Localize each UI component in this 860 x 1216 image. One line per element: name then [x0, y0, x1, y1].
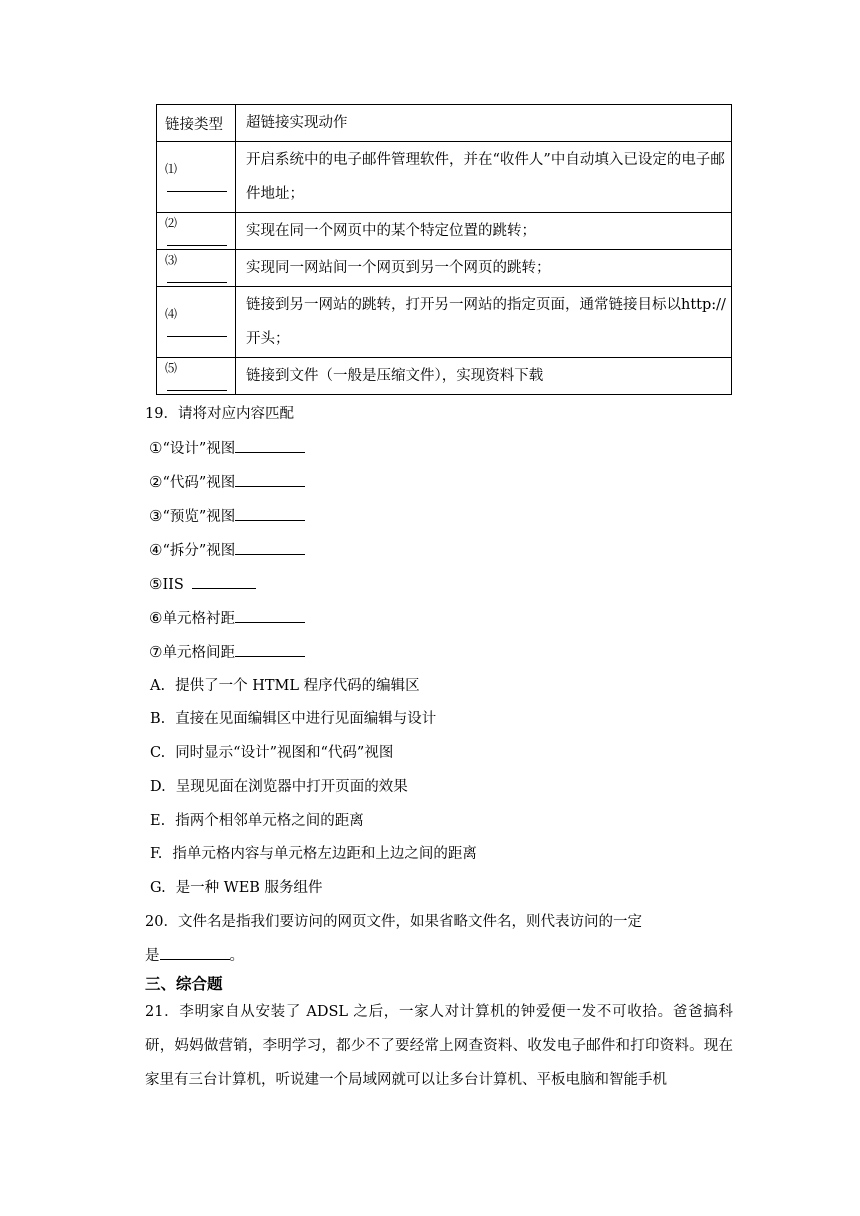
answer-blank[interactable]	[235, 607, 305, 623]
match-item: ⑤IIS	[149, 573, 256, 596]
row-label-cell: ⑴	[157, 142, 236, 213]
answer-blank[interactable]	[167, 231, 227, 246]
row-action-cell: 开启系统中的电子邮件管理软件，并在“收件人”中自动填入已设定的电子邮件地址；	[236, 142, 732, 213]
table-row	[157, 358, 732, 395]
table-row	[157, 250, 732, 287]
choice-item: D. 呈现见面在浏览器中打开页面的效果	[150, 779, 408, 795]
match-item: ①“设计”视图	[149, 437, 305, 460]
choice-item: C. 同时显示“设计”视图和“代码”视图	[150, 745, 394, 761]
table-row	[157, 213, 732, 250]
answer-blank[interactable]	[192, 573, 256, 589]
section-heading: 三、综合题	[145, 975, 223, 993]
header-action: 超链接实现动作	[236, 105, 732, 142]
match-item: ⑥单元格衬距	[149, 607, 305, 630]
link-type-table	[156, 104, 732, 395]
answer-blank[interactable]	[167, 376, 227, 391]
header-link-type: 链接类型	[157, 105, 236, 142]
choice-item: A. 提供了一个 HTML 程序代码的编辑区	[150, 678, 420, 694]
table-header-row	[157, 105, 732, 142]
answer-blank[interactable]	[167, 177, 227, 192]
answer-blank[interactable]	[235, 437, 305, 453]
row-action-cell: 链接到文件（一般是压缩文件），实现资料下载	[236, 358, 732, 395]
choice-item: E. 指两个相邻单元格之间的距离	[150, 813, 364, 829]
answer-blank[interactable]	[235, 505, 305, 521]
match-item: ③“预览”视图	[149, 505, 305, 528]
question-20-line2: 是 。	[145, 944, 244, 967]
question-21-text: 21．李明家自从安装了 ADSL 之后，一家人对计算机的钟爱便一发不可收拾。爸爸搞科研，妈妈做营销，李明学习，都少不了要经常上网查资料、收发电子邮件和打印资料。现在家里有三台计算机，听说建一个局域网就可以让多台计算机、平板电脑和智能手机	[145, 1004, 733, 1088]
row-action-cell: 实现同一网站间一个网页到另一个网页的跳转；	[236, 250, 732, 287]
question-20-line1: 20．文件名是指我们要访问的网页文件，如果省略文件名，则代表访问的一定	[145, 914, 642, 930]
row-label-cell: ⑵	[157, 213, 236, 250]
row-action-cell: 实现在同一个网页中的某个特定位置的跳转；	[236, 213, 732, 250]
match-item: ②“代码”视图	[149, 471, 305, 494]
answer-blank[interactable]	[235, 539, 305, 555]
row-label-cell: ⑷	[157, 287, 236, 358]
row-label-cell: ⑸	[157, 358, 236, 395]
answer-blank[interactable]	[235, 641, 305, 657]
table-row	[157, 142, 732, 213]
match-item: ④“拆分”视图	[149, 539, 305, 562]
choice-item: F. 指单元格内容与单元格左边距和上边之间的距离	[150, 846, 477, 862]
row-action-cell: 链接到另一网站的跳转，打开另一网站的指定页面，通常链接目标以http://开头；	[236, 287, 732, 358]
row-label-cell: ⑶	[157, 250, 236, 287]
question-19-title: 19．请将对应内容匹配	[145, 406, 294, 422]
table-row	[157, 287, 732, 358]
choice-item: G. 是一种 WEB 服务组件	[150, 880, 323, 896]
match-item: ⑦单元格间距	[149, 641, 305, 664]
answer-blank[interactable]	[167, 322, 227, 337]
answer-blank[interactable]	[160, 944, 230, 960]
answer-blank[interactable]	[167, 268, 227, 283]
choice-item: B. 直接在见面编辑区中进行见面编辑与设计	[150, 711, 437, 727]
answer-blank[interactable]	[235, 471, 305, 487]
